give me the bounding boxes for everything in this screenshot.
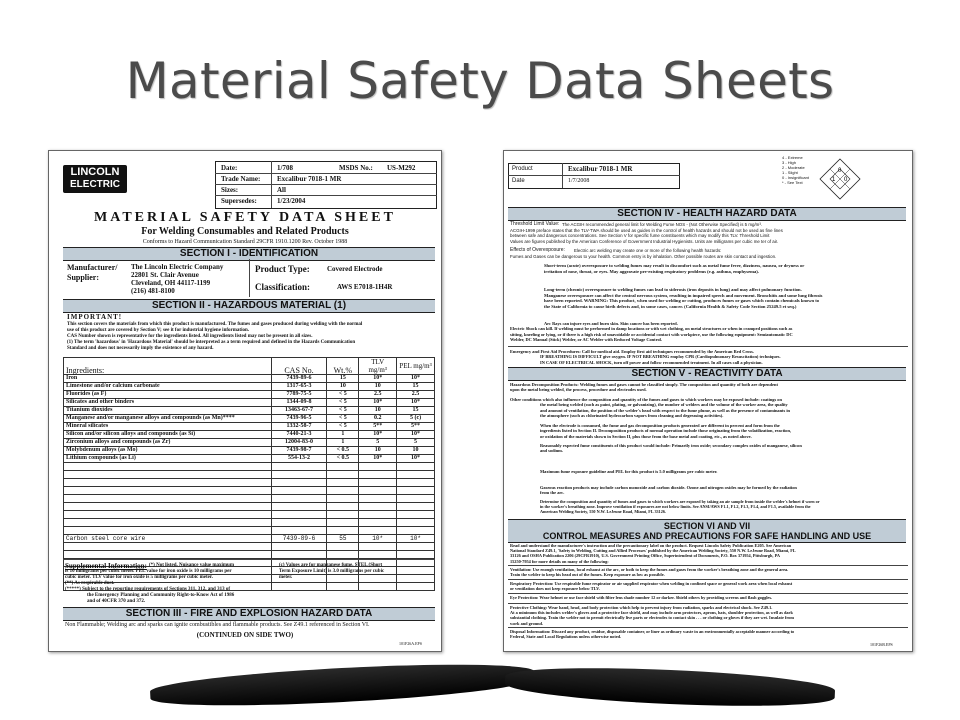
table-row-empty — [64, 479, 435, 487]
table-row — [64, 455, 435, 463]
table-row-empty — [64, 487, 435, 495]
when-consumed-line: When the electrode is consumed, the fume and gas decomposition products generated are different in percent and form from the — [540, 423, 780, 428]
max-fume-text: Maximum fume exposure guideline and PEL for this product is 5.0 milligrams per cubic meter. — [540, 469, 718, 474]
arc-rays-line: Arc Rays can injure eyes and burn skin. Skin cancer has been reported. — [544, 321, 678, 326]
clothing-line: work and ground. — [510, 620, 543, 626]
empty-cell — [271, 543, 327, 551]
ingredient-cas: 7440-21-3 — [271, 431, 327, 439]
tlv-label: Threshold Limit Value: — [510, 221, 560, 227]
header-ingredients: Ingredients: — [64, 358, 272, 375]
msds-value: US-M292 — [387, 164, 416, 172]
ingredient-pel: 5** — [397, 423, 435, 431]
ingredient-cas: 7439-96-5 — [271, 415, 327, 423]
legend-line: 4 - Extreme — [782, 155, 803, 160]
first-aid-block — [510, 349, 781, 365]
empty-cell — [64, 551, 272, 559]
diamond-health: 1 — [832, 177, 836, 183]
ingredient-pel: 10* — [397, 455, 435, 463]
important-line: This section covers the materials from which this product is manufactured. The fumes and gases produced during welding with the normal — [67, 322, 363, 327]
decomp-block — [510, 382, 778, 393]
short-term-line: Short-term (acute) overexposure to welding fumes may result in discomfort such as metal fume fever, dizziness, nausea, or dryness or — [544, 263, 805, 268]
empty-cell — [397, 471, 435, 479]
ingredient-name: Silicon and/or silicon alloys and compounds (as Si) — [64, 431, 272, 439]
respiratory-line: or ventilation does not keep exposure below TLV. — [510, 586, 600, 592]
empty-cell — [397, 583, 435, 591]
long-term-block — [544, 287, 822, 309]
empty-cell — [271, 479, 327, 487]
sizes-label: Sizes: — [221, 186, 239, 194]
header-tlv: TLV mg/m³ — [359, 358, 397, 375]
msds-page-right — [503, 150, 913, 652]
ingredient-name: Mineral silicates — [64, 423, 272, 431]
section-3-text: Non Flammable; Welding arc and sparks can ignite combustibles and flammable products. See Z49.1 referenced in Section VI. — [65, 622, 370, 628]
ventilation-block — [510, 567, 788, 577]
table-row-empty — [64, 511, 435, 519]
table-row-core-wire — [64, 535, 435, 543]
table-row — [64, 391, 435, 399]
read-line: Read and understand the manufacturer's instruction and the precautionary label on the product. Request Lincoln Safety Publication E205. See American — [510, 543, 792, 548]
section-6-header — [508, 519, 906, 543]
ingredient-wt: 10 — [327, 383, 359, 391]
important-label: IMPORTANT! — [67, 313, 123, 321]
ventilation-line: Train the welder to keep his head out of the fumes. Keep exposure as low as possible. — [510, 572, 665, 578]
determine-line: American Welding Society, 550 N.W. LeJeune Road, Miami, FL 33126. — [540, 509, 666, 515]
empty-cell — [271, 463, 327, 471]
msds-page-left — [48, 150, 442, 652]
ingredient-name: Lithium compounds (as Li) — [64, 455, 272, 463]
ingredient-pel: 15 — [397, 407, 435, 415]
ingredient-cas: 1344-09-8 — [271, 399, 327, 407]
ingredient-tlv: 10 — [359, 383, 397, 391]
section-6-line2: CONTROL MEASURES AND PRECAUTIONS FOR SAFE HANDLING AND USE — [542, 531, 872, 541]
empty-cell — [271, 583, 327, 591]
manufacturer-block — [131, 263, 223, 295]
empty-cell — [397, 487, 435, 495]
supplemental-block — [65, 563, 234, 605]
date-value: 1/708 — [277, 164, 293, 172]
empty-cell — [359, 527, 397, 535]
empty-cell — [359, 583, 397, 591]
ingredient-tlv: 5** — [359, 423, 397, 431]
important-line: CAS Number shown is representative for the ingredients listed. All ingredients listed may not be present in all sizes. — [67, 334, 313, 339]
date-label: Date: — [221, 164, 238, 172]
first-aid-line: IF BREATHING IS DIFFICULT give oxygen. IF NOT BREATHING employ CPR (Cardiopulmonary Resuscitation) techniques. — [540, 354, 781, 360]
ingredient-cas: 554-13-2 — [271, 455, 327, 463]
section-5-header: SECTION V - REACTIVITY DATA — [508, 367, 906, 381]
empty-cell — [359, 471, 397, 479]
ingredient-wt: < 0.5 — [327, 447, 359, 455]
manufacturer-line: Cleveland, OH 44117-1199 — [131, 279, 211, 287]
first-aid-line: Emergency and First Aid Procedures: Call for medical aid. Employ first aid techniques recommended by the American Red Cross. — [510, 349, 754, 354]
ingredient-wt: < 5 — [327, 391, 359, 399]
right-date-label: Date — [512, 178, 525, 184]
ingredient-pel: 10* — [397, 535, 435, 543]
gaseous-line: Gaseous reaction products may include carbon monoxide and carbon dioxide. Ozone and nitrogen oxides may be formed by the radiation — [540, 485, 797, 490]
short-term-line: irritation of nose, throat, or eyes. May aggravate pre-existing respiratory problems (e.g. asthma, emphysema). — [544, 268, 759, 274]
tlv-line: The ACGIH recommended general limit for Welding Fume NOS - (Not Otherwise Specified) is 5 mg/m³. — [562, 222, 763, 227]
section-4-header: SECTION IV - HEALTH HAZARD DATA — [508, 207, 906, 221]
tlv-line: between safe and dangerous concentrations. See Section V for specific fume constituents which may modify this TLV. Threshold Limit — [510, 233, 770, 238]
diamond-fire: 0 — [838, 168, 842, 174]
empty-cell — [64, 519, 272, 527]
supp-line: cubic meter. TLV value for iron oxide is 5 milligrams per cubic meter. — [65, 575, 213, 580]
when-consumed-line: or oxidation of the materials shown in Section II, plus those from the base metal and coating, etc., as noted above. — [540, 433, 752, 439]
manufacturer-line: (216) 481-8100 — [131, 287, 175, 295]
ingredient-name: Zirconium alloys and compounds (as Zr) — [64, 439, 272, 447]
empty-cell — [64, 479, 272, 487]
table-header-row — [64, 358, 435, 375]
empty-cell — [64, 511, 272, 519]
empty-cell — [327, 511, 359, 519]
empty-cell — [327, 463, 359, 471]
important-line: Standard and does not necessarily imply the existence of any hazard. — [67, 346, 214, 351]
msds-label: MSDS No.: — [339, 164, 373, 172]
supp-line: and of 40CFR 370 and 372. — [87, 599, 146, 604]
empty-cell — [64, 471, 272, 479]
empty-cell — [64, 463, 272, 471]
empty-cell — [327, 527, 359, 535]
respiratory-block — [510, 581, 792, 591]
ingredient-pel: 10* — [397, 399, 435, 407]
ingredient-wt: < 5 — [327, 399, 359, 407]
ingredient-cas: 7439-98-7 — [271, 447, 327, 455]
long-term-line: have been reported. WARNING: This product, when used for welding or cutting, produces fumes or gases which contain chemicals known to — [544, 298, 820, 304]
ingredient-pel: 10* — [397, 431, 435, 439]
ingredient-wt: 1 — [327, 431, 359, 439]
empty-cell — [271, 551, 327, 559]
supersedes-value: 1/23/2004 — [277, 197, 306, 205]
reasonably-line: Reasonably expected fume constituents of this product would include: Primarily iron oxide; secondary complex oxides of manganese, silicon — [540, 443, 802, 448]
supplemental-right — [279, 563, 384, 581]
section-6-line1: SECTION VI AND VII — [663, 521, 751, 531]
lincoln-electric-logo — [63, 165, 127, 193]
classification-value: AWS E7018-1H4R — [337, 283, 393, 291]
empty-cell — [327, 519, 359, 527]
ingredient-tlv: 2.5 — [359, 391, 397, 399]
ingredient-wt: < 0.5 — [327, 455, 359, 463]
arc-rays-line: Welder, DC Manual (Stick) Welder, or AC Welder with Reduced Voltage Control. — [510, 337, 662, 343]
empty-cell — [359, 519, 397, 527]
table-row-empty — [64, 551, 435, 559]
logo-line2: ELECTRIC — [70, 179, 120, 190]
ingredient-name: Titanium dioxides — [64, 407, 272, 415]
empty-cell — [359, 487, 397, 495]
important-line: (1) The term 'hazardous' in 'Hazardous Material' should be interpreted as a term required and defined in the Hazards Communication — [67, 340, 356, 345]
empty-cell — [359, 479, 397, 487]
sizes-value: All — [277, 186, 286, 194]
msds-main-title: MATERIAL SAFETY DATA SHEET — [94, 210, 396, 225]
empty-cell — [64, 487, 272, 495]
ingredient-tlv: 5 — [359, 439, 397, 447]
ingredient-pel: 5 — [397, 439, 435, 447]
when-consumed-line: ingredients listed in Section II. Decomposition products of normal operation include those originating from the volatilization, reaction, — [540, 428, 792, 434]
long-term-line: Long-term (chronic) overexposure to welding fumes can lead to siderosis (iron deposits in lung) and may affect pulmonary function. — [544, 287, 802, 292]
table-row-empty — [64, 503, 435, 511]
read-block — [510, 543, 796, 564]
supplemental-label: Supplemental Information: — [65, 562, 147, 570]
ingredient-cas: 12004-83-0 — [271, 439, 327, 447]
ingredient-tlv: 10* — [359, 375, 397, 383]
table-row-empty — [64, 527, 435, 535]
supp-right-line: meter. — [279, 575, 293, 580]
empty-cell — [327, 487, 359, 495]
tlv-line: Values are figures published by the American Conference of Government Industrial Hygienists. Units are milligrams per cubic me ter of air. — [510, 238, 779, 244]
supp-line: (*) Not listed. Nuisance value maximum — [149, 563, 234, 568]
empty-cell — [397, 503, 435, 511]
product-value: Excalibur 7018-1 MR — [568, 165, 633, 173]
decomp-line: Hazardous Decomposition Products: Welding fumes and gases cannot be classified simply. The composition and quantity of both are dependent — [510, 382, 778, 387]
clothing-line: substantial clothing. Train the welder not to permit electrically live parts or electrodes to contact skin . . . or clothing or gloves if they are wet. Insulate from — [510, 615, 794, 621]
empty-cell — [359, 543, 397, 551]
logo-line1: LINCOLN — [70, 166, 120, 178]
tlv-block — [510, 222, 783, 244]
decomp-line: upon the metal being welded, the process, procedure and electrodes used. — [510, 387, 647, 393]
legend-line: 1 - Slight — [782, 170, 798, 175]
ingredient-cas: 7439-89-6 — [271, 375, 327, 383]
supp-right-line: (c) Values are for manganese fume. STEL (Short — [279, 563, 383, 568]
eye-protection-text: Eye Protection: Wear helmet or use face shield with filter lens shade number 12 or darker. Shield others by providing screens and flash goggles. — [510, 595, 773, 600]
ingredient-tlv: 0.2 — [359, 415, 397, 423]
empty-cell — [271, 519, 327, 527]
empty-cell — [359, 463, 397, 471]
table-row-empty — [64, 463, 435, 471]
decorative-bar-left — [149, 658, 535, 712]
ingredient-tlv: 10* — [359, 399, 397, 407]
empty-cell — [271, 495, 327, 503]
manufacturer-label: Manufacturer/ Supplier: — [67, 263, 118, 282]
empty-cell — [397, 543, 435, 551]
read-line: 33126 and OSHA Publication 2206 (29CFR1910), U.S. Government Printing Office, Superintendent of Documents, P.O. Box 371954, Pittsburgh, PA — [510, 553, 780, 559]
legend-line: 0 - Insignificant — [782, 175, 809, 180]
ingredient-pel: 15 — [397, 383, 435, 391]
table-row — [64, 439, 435, 447]
long-term-line: Manganese overexposure can affect the central nervous system, resulting in impaired speech and movement. Bronchitis and some lung fibrosis — [544, 292, 823, 298]
empty-cell — [327, 479, 359, 487]
empty-cell — [64, 543, 272, 551]
hazard-legend — [782, 155, 809, 185]
product-type-label: Product Type: — [255, 264, 310, 274]
disposal-line: Federal, State and Local Regulations unless otherwise noted. — [510, 634, 622, 640]
ingredient-wt: 55 — [327, 535, 359, 543]
empty-cell — [327, 543, 359, 551]
ingredient-cas: 1317-65-3 — [271, 383, 327, 391]
table-row — [64, 375, 435, 383]
read-line: 15250-7954 for more details on many of the following: — [510, 558, 609, 564]
other-cond-line: and amount of ventilation, the position of the welder's head with respect to the fume plume, as well as the presence of contaminants in — [540, 407, 790, 413]
empty-cell — [64, 527, 272, 535]
ingredient-name: Limestone and/or calcium carbonate — [64, 383, 272, 391]
empty-cell — [397, 551, 435, 559]
table-row — [64, 415, 435, 423]
ingredient-pel: 2.5 — [397, 391, 435, 399]
section-1-header: SECTION I - IDENTIFICATION — [63, 247, 435, 261]
table-row-empty — [64, 543, 435, 551]
ingredient-name: Manganese and/or manganese alloys and compounds (as Mn)**** — [64, 415, 272, 423]
supersedes-label: Supersedes: — [221, 197, 257, 205]
ingredient-name: Fluorides (as F) — [64, 391, 272, 399]
first-aid-line: IN CASE OF ELECTRICAL SHOCK, turn off power and follow recommended treatment. In all cases call a physician. — [540, 359, 763, 365]
reasonably-block — [540, 443, 802, 454]
arc-rays-block — [510, 321, 793, 343]
right-date-value: 1/7/2008 — [568, 178, 590, 184]
ventilation-line: Ventilation: Use enough ventilation, local exhaust at the arc, or both to keep the fumes and gases from the worker's breathing zone and the general area. — [510, 567, 789, 572]
ingredient-tlv: 10* — [359, 455, 397, 463]
table-row — [64, 447, 435, 455]
legend-line: 2 - Moderate — [782, 165, 805, 170]
empty-cell — [397, 567, 435, 575]
table-row — [64, 407, 435, 415]
ingredient-cas: 1332-58-7 — [271, 423, 327, 431]
continued-text: (CONTINUED ON SIDE TWO) — [196, 631, 294, 639]
manufacturer-line: The Lincoln Electric Company — [131, 263, 224, 271]
empty-cell — [397, 527, 435, 535]
ingredient-pel: 10* — [397, 375, 435, 383]
empty-cell — [327, 495, 359, 503]
ingredient-wt: 1 — [327, 439, 359, 447]
clothing-line: At a minimum this includes welder's gloves and a protective face shield, and may include arm protectors, aprons, hats, shoulder protection, as well as dark — [510, 610, 793, 616]
tlv-line: ACGIH-1999 preface states that the TLV-TWA should be used as guides in the control of health hazards and should not be used as fine lines — [510, 227, 783, 233]
supp-line: is 10 milligrams per cubic meter. PEL value for iron oxide is 10 milligrams per — [65, 569, 232, 574]
other-cond-block — [510, 397, 790, 419]
effects-line: Fumes and Gases can be dangerous to your health. Common entry is by inhalation. Other possible routes are skin contact and ingestion. — [510, 253, 777, 259]
empty-cell — [271, 471, 327, 479]
ingredient-name: Molybdenum alloys (as Mo) — [64, 447, 272, 455]
long-term-line: the State of California to cause birth defects and, in some cases, cancer. (California Health & Safety Code Section 25249.5 et seq.) — [544, 303, 797, 309]
empty-cell — [359, 551, 397, 559]
disposal-line: Disposal Information: Discard any product, residue, disposable container, or liner as ordinary waste in an environmentally acceptable manner according to — [510, 629, 795, 634]
empty-cell — [64, 503, 272, 511]
important-block — [67, 322, 362, 352]
trade-value: Excalibur 7018-1 MR — [277, 175, 342, 183]
supp-right-line: Term Exposure Limit) is 3.0 milligrams per cubic — [279, 569, 385, 574]
ingredient-cas: 7789-75-5 — [271, 391, 327, 399]
table-row — [64, 383, 435, 391]
other-cond-line: Other conditions which also influence the composition and quantity of the fumes and gases to which workers may be exposed include: coatings on — [510, 397, 782, 402]
ingredient-tlv: 10 — [359, 447, 397, 455]
ingredient-wt: 15 — [327, 375, 359, 383]
when-consumed-block — [540, 423, 791, 439]
determine-block — [540, 499, 820, 515]
empty-cell — [359, 503, 397, 511]
ingredient-wt: < 5 — [327, 415, 359, 423]
diamond-reactivity: 0 — [844, 177, 848, 183]
product-type-value: Covered Electrode — [327, 265, 383, 273]
reasonably-line: and sodium. — [540, 448, 563, 454]
ingredient-tlv: 10* — [359, 535, 397, 543]
read-line: National Standard Z49.1, 'Safety in Welding, Cutting and Allied Processes' published by the American Welding Society, 550 N.W. LeJeune Road, Miami, FL — [510, 548, 796, 554]
ingredient-tlv: 10* — [359, 431, 397, 439]
table-row — [64, 431, 435, 439]
footer-code-left: 101F26A.EPS — [399, 641, 423, 646]
table-row — [64, 399, 435, 407]
empty-cell — [397, 511, 435, 519]
empty-cell — [397, 463, 435, 471]
arc-rays-line: sitting, kneeling or lying, or if there is a high risk of unavoidable or accidental contact with workpiece, use the following equipment: Semiautomatic DC — [510, 331, 793, 337]
empty-cell — [271, 527, 327, 535]
ingredient-name: Silicates and other binders — [64, 399, 272, 407]
empty-cell — [327, 503, 359, 511]
section-3-header: SECTION III - FIRE AND EXPLOSION HAZARD DATA — [63, 607, 435, 621]
arc-rays-line: Electric Shock can kill. If welding must be performed in damp locations or with wet clothing, on metal structures or when in cramped positions such as — [510, 326, 793, 332]
determine-line: Determine the composition and quantity of fumes and gases to which workers are exposed by taking an air sample from inside the welder's helmet if worn or — [540, 499, 820, 504]
empty-cell — [271, 503, 327, 511]
ingredients-table — [63, 357, 435, 591]
empty-cell — [359, 495, 397, 503]
empty-cell — [397, 519, 435, 527]
table-row-empty — [64, 519, 435, 527]
footer-code-right: 101F26B.EPS — [870, 642, 893, 647]
empty-cell — [271, 511, 327, 519]
empty-cell — [397, 479, 435, 487]
ingredient-wt: < 5 — [327, 407, 359, 415]
empty-cell — [271, 487, 327, 495]
product-label: Product — [512, 166, 533, 172]
ingredient-pel: 10 — [397, 447, 435, 455]
clothing-line: Protective Clothing: Wear hand, head, and body protection which help to prevent injury from radiation, sparks and electrical shock. See Z49.1. — [510, 605, 773, 610]
legend-line: * - See Text — [782, 180, 803, 185]
ingredient-tlv: 10 — [359, 407, 397, 415]
empty-cell — [397, 495, 435, 503]
gaseous-line: from the arc. — [540, 490, 565, 496]
empty-cell — [359, 511, 397, 519]
ingredient-cas: 7439-89-6 — [271, 535, 327, 543]
empty-cell — [327, 583, 359, 591]
disposal-block — [510, 629, 794, 639]
manufacturer-line: 22801 St. Clair Avenue — [131, 271, 199, 279]
effects-block — [510, 248, 776, 259]
empty-cell — [397, 575, 435, 583]
slide-title: Material Safety Data Sheets — [125, 52, 835, 110]
ingredient-cas: 13463-67-7 — [271, 407, 327, 415]
table-row-empty — [64, 471, 435, 479]
header-pel: PEL mg/m³ — [397, 358, 435, 375]
conform-text: Conforms to Hazard Communication Standard 29CFR 1910.1200 Rev. October 1988 — [142, 239, 348, 245]
effects-line: Electric arc welding may create one or more of the following health hazards: — [574, 248, 722, 253]
other-cond-line: the atmosphere (such as chlorinated hydrocarbon vapors from cleaning and degreasing activities). — [540, 413, 724, 419]
other-cond-line: the metal being welded (such as paint, plating, or galvanizing), the number of welders and the volume of the worker area, the quality — [540, 402, 788, 408]
respiratory-line: Respiratory Protection: Use respirable fume respirator or air supplied respirator when welding in confined space or general work area when local exhaust — [510, 581, 793, 586]
decorative-bar-right — [504, 663, 835, 711]
ingredient-name: Carbon steel core wire — [64, 535, 272, 543]
empty-cell — [64, 495, 272, 503]
msds-sub-title: For Welding Consumables and Related Products — [141, 226, 349, 237]
supp-line: the Emergency Planning and Community Right-to-Know Act of 1986 — [87, 593, 235, 598]
header-cas: CAS No. — [271, 358, 327, 375]
ingredient-wt: < 5 — [327, 423, 359, 431]
supp-line: (**) As respirable dust. — [65, 581, 115, 586]
trade-label: Trade Name: — [221, 175, 261, 183]
header-wt: Wt.% — [327, 358, 359, 375]
classification-label: Classification: — [255, 282, 310, 292]
clothing-block — [510, 605, 794, 626]
empty-cell — [327, 471, 359, 479]
supp-line: (*****) Subject to the reporting requirements of Sections 311, 312, and 313 of — [65, 587, 230, 592]
empty-cell — [327, 551, 359, 559]
ingredient-name: Iron — [64, 375, 272, 383]
effects-label: Effects of Overexposure: — [510, 247, 565, 253]
determine-line: in the worker's breathing zone. Improve ventilation if exposures are not below limits. See ANSI/AWS F1.1, F1.2, F1.3, F1.4, and F1.5, available from the — [540, 504, 811, 510]
short-term-block — [544, 263, 804, 274]
gaseous-block — [540, 485, 797, 496]
table-row-empty — [64, 495, 435, 503]
ingredient-pel: 5 (c) — [397, 415, 435, 423]
table-row — [64, 423, 435, 431]
important-line: use of this product are covered by Section V; see it for industrial hygiene information. — [67, 328, 249, 333]
legend-line: 3 - High — [782, 160, 797, 165]
section-2-header: SECTION II - HAZARDOUS MATERIAL (1) — [63, 299, 435, 313]
